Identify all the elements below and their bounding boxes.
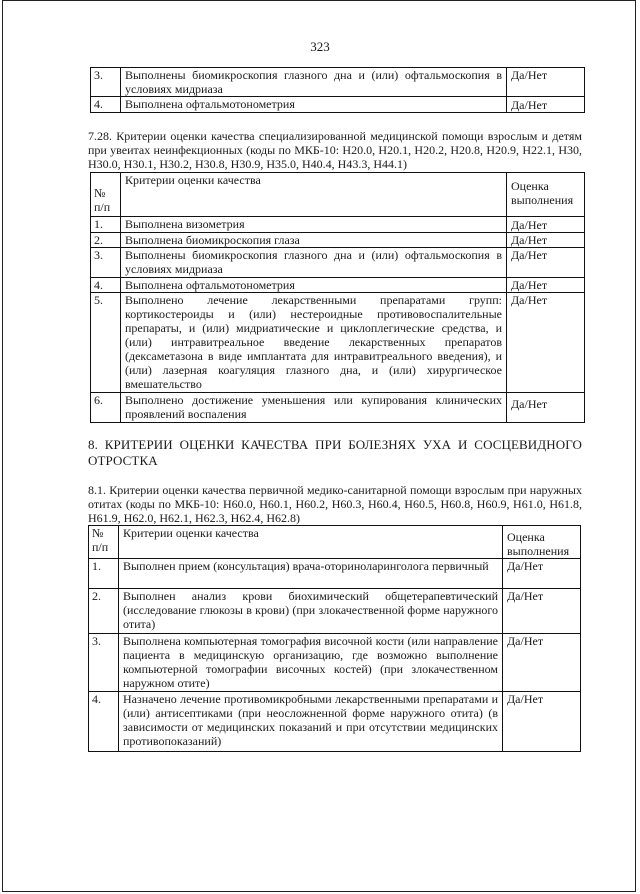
table-row bbox=[91, 278, 585, 293]
section-7-28-paragraph: 7.28. Критерии оценки качества специализированной медицинской помощи взрослым и детям при увеитах неинфекционных (коды по МКБ-10: H20.0, H20.1, H20.2, H20.8, H20.9, H22.1, H30, H30.0, H30.1, H30.2, H30.8, H30.9, H35.0, H40.4, H43.3, H44.1) bbox=[88, 129, 582, 171]
criterion-text: Выполнено лечение лекарственными препаратами групп: кортикостероиды и (или) нестероидные противовоспалительные препараты, и (или) мидриатические и циклоплегические средства, и (или) интравитреальное введение лекарственных препаратов (дексаметазона в виде имплантата для интравитреального введения), и (или) лазерная коагуляция глазного дна, и (или) хирургическое вмешательство bbox=[121, 293, 507, 393]
criterion-text: Выполнена визометрия bbox=[121, 217, 507, 233]
row-number: 1. bbox=[89, 559, 119, 589]
criterion-text: Выполнен анализ крови биохимический общетерапевтический (исследование глюкозы в крови) (при злокачественной форме наружного отита) bbox=[119, 589, 503, 634]
table-row bbox=[91, 293, 585, 393]
assessment-value: Да/Нет bbox=[507, 248, 585, 278]
row-number: 2. bbox=[89, 589, 119, 634]
assessment-value: Да/Нет bbox=[507, 217, 585, 233]
table-row bbox=[91, 393, 585, 423]
assessment-value: Да/Нет bbox=[503, 589, 581, 634]
criterion-text: Выполнена офтальмотонометрия bbox=[121, 278, 507, 293]
section-8-1-paragraph: 8.1. Критерии оценки качества первичной медико-санитарной помощи взрослым при наружных отитах (коды по МКБ-10: H60.0, H60.1, H60.2, H60.3, H60.4, H60.5, H60.8, H60.9, H61.0, H61.8, H61.9, H62.0, H62.1, H62.3, H62.4, H62.8) bbox=[88, 483, 582, 525]
assessment-value: Да/Нет bbox=[507, 278, 585, 293]
criterion-text: Выполнены биомикроскопия глазного дна и (или) офтальмоскопия в условиях мидриаза bbox=[121, 68, 507, 97]
header-number: № п/п bbox=[89, 526, 119, 559]
table-row bbox=[89, 634, 581, 692]
table-row bbox=[91, 217, 585, 233]
table-row bbox=[91, 68, 585, 97]
table-8-1 bbox=[88, 525, 581, 752]
criterion-text: Выполнено достижение уменьшения или купирования клинических проявлений воспаления bbox=[121, 393, 507, 423]
header-number bbox=[91, 173, 121, 217]
page-number: 323 bbox=[310, 39, 330, 54]
assessment-value: Да/Нет bbox=[507, 293, 585, 393]
row-number: 4. bbox=[91, 278, 121, 293]
assessment-value: Да/Нет bbox=[507, 393, 585, 423]
row-number: 3. bbox=[91, 248, 121, 278]
header-number-text: № п/п bbox=[94, 186, 111, 214]
section-8-heading: 8. КРИТЕРИИ ОЦЕНКИ КАЧЕСТВА ПРИ БОЛЕЗНЯХ УХА И СОСЦЕВИДНОГО ОТРОСТКА bbox=[88, 437, 582, 468]
header-assessment bbox=[507, 173, 585, 217]
row-number: 1. bbox=[91, 217, 121, 233]
table-row bbox=[89, 589, 581, 634]
table-header-row bbox=[91, 173, 585, 217]
header-assessment-text: Оценка выполнения bbox=[507, 530, 570, 558]
table-continued bbox=[90, 67, 585, 113]
table-row bbox=[91, 248, 585, 278]
header-criteria: Критерии оценки качества bbox=[121, 173, 507, 217]
assessment-value: Да/Нет bbox=[507, 68, 585, 97]
header-criteria: Критерии оценки качества bbox=[119, 526, 503, 559]
row-number: 4. bbox=[91, 97, 121, 113]
assessment-value: Да/Нет bbox=[507, 97, 585, 113]
criterion-text: Выполнена биомикроскопия глаза bbox=[121, 233, 507, 248]
row-number: 2. bbox=[91, 233, 121, 248]
table-row bbox=[89, 692, 581, 752]
assessment-value: Да/Нет bbox=[507, 233, 585, 248]
criterion-text: Выполнен прием (консультация) врача-оториноларинголога первичный bbox=[119, 559, 503, 589]
criterion-text: Выполнены биомикроскопия глазного дна и (или) офтальмоскопия в условиях мидриаза bbox=[121, 248, 507, 278]
header-assessment bbox=[503, 526, 581, 559]
table-row bbox=[91, 233, 585, 248]
table-row bbox=[89, 559, 581, 589]
row-number: 4. bbox=[89, 692, 119, 752]
table-7-28 bbox=[90, 172, 585, 423]
header-assessment-text: Оценка выполнения bbox=[511, 179, 574, 207]
row-number: 3. bbox=[89, 634, 119, 692]
criterion-text: Выполнена офтальмотонометрия bbox=[121, 97, 507, 113]
assessment-value: Да/Нет bbox=[503, 559, 581, 589]
row-number: 5. bbox=[91, 293, 121, 393]
table-header-row bbox=[89, 526, 581, 559]
row-number: 3. bbox=[91, 68, 121, 97]
assessment-value: Да/Нет bbox=[503, 634, 581, 692]
assessment-value: Да/Нет bbox=[503, 692, 581, 752]
table-row bbox=[91, 97, 585, 113]
criterion-text: Выполнена компьютерная томография височной кости (или направление пациента в медицинскую организацию, где возможно выполнение компьютерной томографии височных костей) (при злокачественном наружном отите) bbox=[119, 634, 503, 692]
row-number: 6. bbox=[91, 393, 121, 423]
criterion-text: Назначено лечение противомикробными лекарственными препаратами и (или) антисептиками (при неосложненной форме наружного отита) (в зависимости от медицинских показаний и при отсутствии медицинских противопоказаний) bbox=[119, 692, 503, 752]
